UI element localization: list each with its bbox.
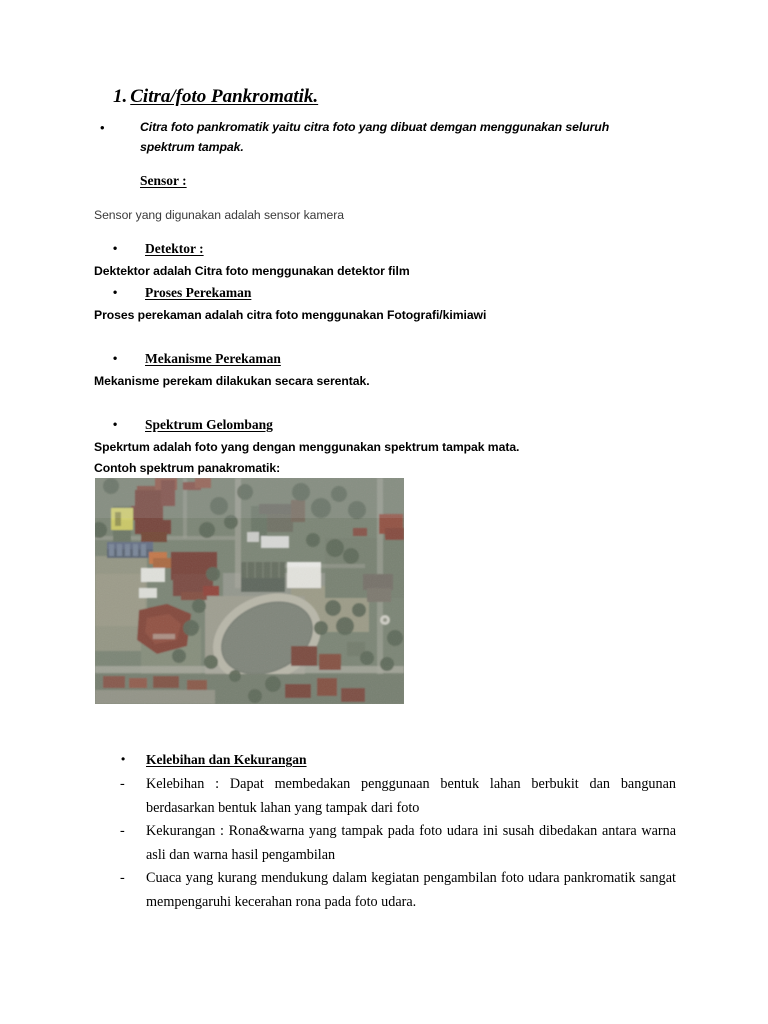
dash-marker-icon: -	[120, 776, 125, 792]
section-heading-proses-perekaman	[113, 285, 252, 301]
section-heading-sensor-label: Sensor :	[140, 173, 187, 188]
dash-marker-icon: -	[120, 870, 125, 886]
list-item	[120, 820, 676, 867]
section-body-spektrum-gelombang: Spekrtum adalah foto yang dengan menggunakan spektrum tampak mata.	[94, 440, 520, 454]
conclusion-heading-label: Kelebihan dan Kekurangan	[146, 752, 307, 767]
section-heading-spektrum-gelombang	[113, 417, 273, 433]
list-item	[120, 867, 676, 914]
section-heading-detektor-label: Detektor :	[145, 241, 204, 256]
section-heading-proses-perekaman-label: Proses Perekaman	[145, 285, 252, 300]
bullet-icon: •	[113, 285, 118, 299]
section-body-sensor: Sensor yang digunakan adalah sensor kamera	[94, 208, 344, 222]
bullet-icon: •	[113, 241, 118, 255]
bullet-icon: •	[113, 417, 118, 431]
section-heading-mekanisme-perekaman	[113, 351, 281, 367]
lead-bullet-item	[100, 117, 640, 157]
figure-caption: Contoh spektrum panakromatik:	[94, 461, 281, 475]
aerial-photograph-image	[95, 478, 404, 704]
section-body-mekanisme-perekaman: Mekanisme perekam dilakukan secara serentak.	[94, 374, 370, 388]
dash-marker-icon: -	[120, 823, 125, 839]
list-item	[120, 773, 676, 820]
title-text: Citra/foto Pankromatik.	[130, 86, 319, 107]
list-item-text: Kekurangan : Rona&warna yang tampak pada foto udara ini susah dibedakan antara warna asli dan warna hasil pengambilan	[146, 823, 676, 863]
section-heading-detektor	[113, 241, 204, 257]
section-body-detektor: Dektektor adalah Citra foto menggunakan detektor film	[94, 264, 410, 278]
list-item-text: Kelebihan : Dapat membedakan penggunaan bentuk lahan berbukit dan bangunan berdasarkan bentuk lahan yang tampak dari foto	[146, 776, 676, 816]
list-item-text: Cuaca yang kurang mendukung dalam kegiatan pengambilan foto udara pankromatik sangat mempengaruhi kecerahan rona pada foto udara.	[146, 870, 676, 910]
section-heading-mekanisme-perekaman-label: Mekanisme Perekaman	[145, 351, 281, 366]
page-title	[113, 86, 318, 108]
section-heading-sensor	[140, 173, 187, 189]
bullet-icon: •	[100, 120, 105, 135]
aerial-photo-graphic	[95, 478, 404, 704]
aerial-photograph	[95, 478, 404, 704]
lead-bullet-text: Citra foto pankromatik yaitu citra foto yang dibuat demgan menggunakan seluruh spektrum tampak.	[140, 120, 610, 154]
section-heading-spektrum-gelombang-label: Spektrum Gelombang	[145, 417, 273, 432]
bullet-icon: •	[121, 752, 126, 766]
title-number: 1.	[113, 86, 128, 107]
section-body-proses-perekaman: Proses perekaman adalah citra foto menggunakan Fotografi/kimiawi	[94, 308, 487, 322]
bullet-icon: •	[113, 351, 118, 365]
conclusion-heading	[121, 752, 676, 768]
conclusion-section	[113, 752, 676, 914]
